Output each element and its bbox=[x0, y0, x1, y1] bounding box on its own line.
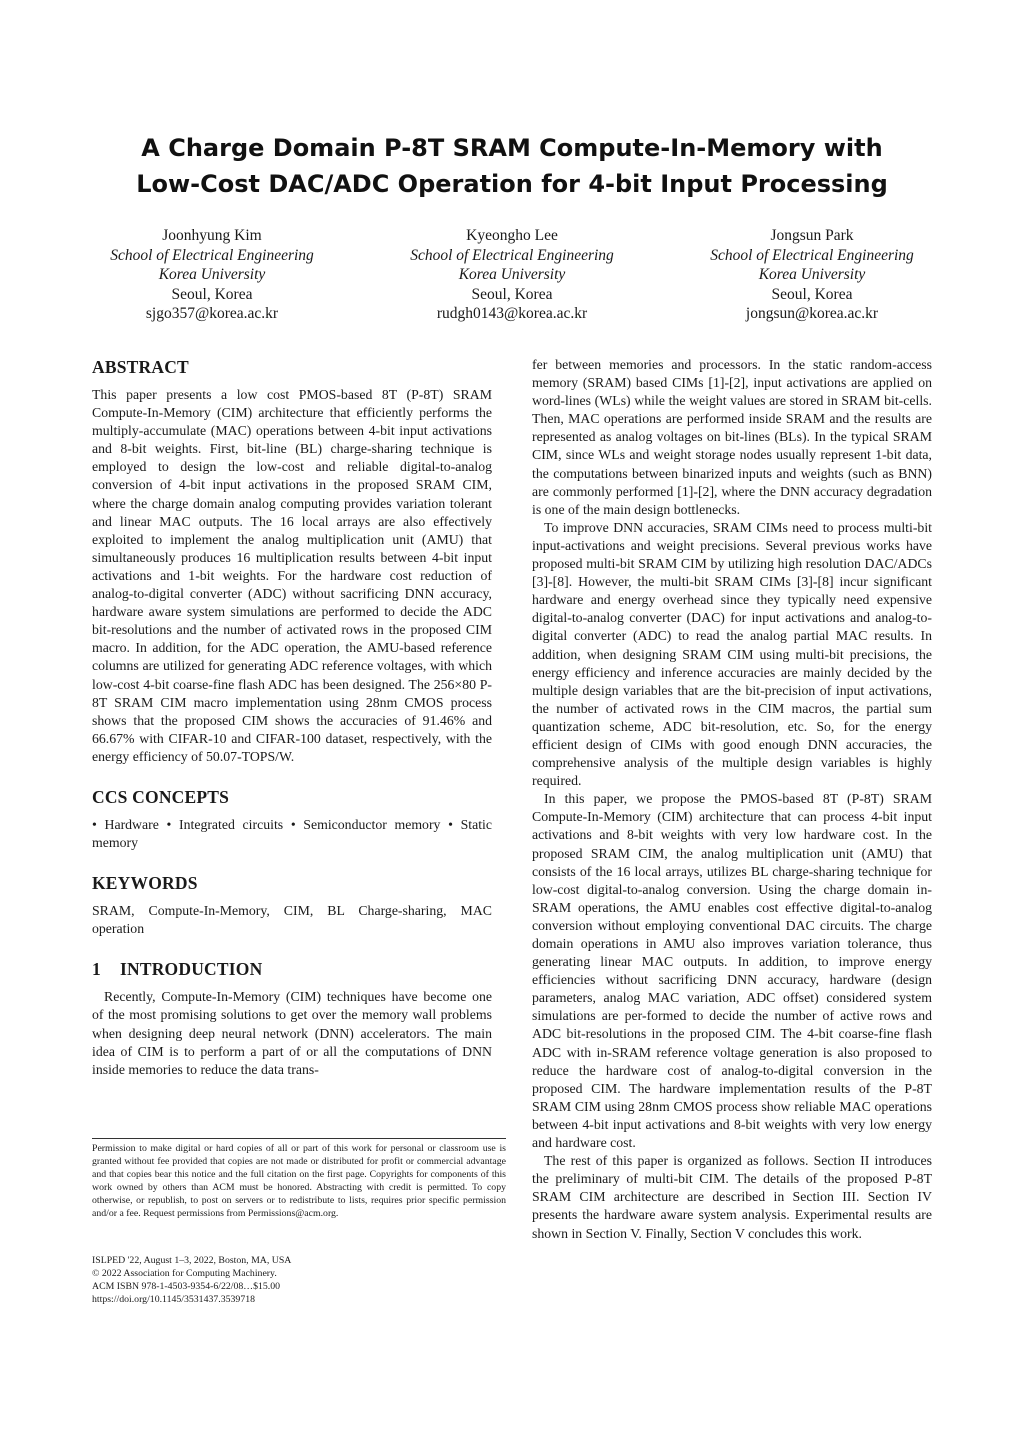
author-city: Seoul, Korea bbox=[771, 285, 853, 303]
author-univ: Korea University bbox=[458, 266, 566, 283]
abstract-text: This paper presents a low cost PMOS-based 8T (P-8T) SRAM Compute-In-Memory (CIM) architecture that efficiently performs the multiply-accumulate (MAC) operations between 4-bit input activations and 8-bit weights. First, bit-line (BL) charge-sharing technique is employed to design the low-cost and reliable digital-to-analog conversion of 4-bit input activations in the proposed SRAM CIM, where the charge domain analog computing provides variation tolerant and linear MAC outputs. The 16 local arrays are also effectively exploited to implement the analog multiplication unit (AMU) that simultaneously produces 16 multiplication results between 4-bit input activations and 1-bit weights. For the hardware cost reduction of analog-to-digital converter (ADC) without sacrificing DNN accuracy, hardware aware system simulations are performed to decide the ADC bit-resolutions and the number of activated rows in the proposed CIM macro. In addition, for the ADC operation, the AMU-based reference columns are utilized for generating ADC reference voltages, with which low-cost 4-bit coarse-fine flash ADC has been designed. The 256×80 P-8T SRAM CIM macro implementation using 28nm CMOS process shows that the proposed CIM shows the accuracies of 91.46% and 66.67% with CIFAR-10 and CIFAR-100 dataset, respectively, with the energy efficiency of 50.07-TOPS/W. bbox=[92, 387, 492, 764]
section-heading: CCS CONCEPTS bbox=[92, 786, 230, 807]
author-block bbox=[662, 226, 962, 324]
intro-paragraph bbox=[92, 988, 492, 1078]
author-dept: School of Electrical Engineering bbox=[110, 246, 314, 264]
conference-info: ISLPED '22, August 1–3, 2022, Boston, MA, USA bbox=[92, 1255, 292, 1266]
author-city: Seoul, Korea bbox=[171, 285, 253, 303]
intro-paragraph: To improve DNN accuracies, SRAM CIMs need to process multi-bit input-activations and weight precisions. Several previous works have proposed multi-bit SRAM CIM by utilizing high resolution DAC/ADCs [3]-[8]. However, the multi-bit SRAM CIMs [3]-[8] incur significant hardware and energy overhead since they typically need expensive digital-to-analog converter (DAC) for input activations and analog-to-digital converter (ADC) to read the analog partial MAC results. In addition, when designing SRAM CIM using multi-bit precisions, the energy efficiency and inference accuracies are mainly decided by the multiple design variables that are the bit-precision of input activations, the number of activated rows in the CIM macros, the partial sum quantization scheme, ADC bit-resolution, etc. So, for the energy efficient design of CIMs with good enough DNN accuracies, the comprehensive analysis of the multiple design variables is highly required. bbox=[532, 519, 932, 789]
author-dept: School of Electrical Engineering bbox=[710, 246, 914, 264]
author-email: sjgo357@korea.ac.kr bbox=[145, 305, 279, 322]
paper-title bbox=[80, 130, 944, 202]
section-number: 1 bbox=[92, 959, 101, 980]
keywords-text: SRAM, Compute-In-Memory, CIM, BL Charge-sharing, MAC operation bbox=[92, 903, 492, 937]
footnote-divider bbox=[92, 1138, 506, 1139]
section-heading: KEYWORDS bbox=[92, 873, 198, 894]
author-city: Seoul, Korea bbox=[471, 285, 553, 303]
isbn-info: ACM ISBN 978-1-4503-9354-6/22/08…$15.00 bbox=[92, 1281, 281, 1292]
doi-link[interactable]: https://doi.org/10.1145/3531437.3539718 bbox=[92, 1294, 256, 1305]
intro-paragraph-continued bbox=[532, 356, 932, 519]
author-univ: Korea University bbox=[758, 266, 866, 283]
author-name: Joonhyung Kim bbox=[162, 227, 262, 244]
copyright-info: © 2022 Association for Computing Machinery. bbox=[92, 1268, 277, 1279]
section-title: INTRODUCTION bbox=[120, 959, 263, 980]
author-email: jongsun@korea.ac.kr bbox=[745, 305, 879, 322]
publication-info bbox=[92, 1254, 506, 1306]
introduction-section bbox=[92, 958, 492, 1078]
author-name: Jongsun Park bbox=[770, 227, 854, 244]
ccs-section bbox=[92, 786, 492, 852]
keywords-section bbox=[92, 872, 492, 938]
title-line-2: Low-Cost DAC/ADC Operation for 4-bit Input Processing bbox=[136, 170, 888, 198]
author-email: rudgh0143@korea.ac.kr bbox=[436, 305, 588, 322]
author-block bbox=[62, 226, 362, 324]
left-column bbox=[92, 356, 492, 1099]
author-dept: School of Electrical Engineering bbox=[410, 246, 614, 264]
intro-paragraph-text: Recently, Compute-In-Memory (CIM) techniques have become one of the most promising solutions to get over the memory wall problems when designing deep neural network (DNN) accelerators. The main idea of CIM is to perform a part of or all the computations of DNN inside memories to reduce the data trans- bbox=[92, 989, 492, 1077]
ccs-text: • Hardware • Integrated circuits • Semiconductor memory • Static memory bbox=[92, 816, 492, 851]
right-column bbox=[532, 356, 932, 1243]
abstract-section bbox=[92, 356, 492, 766]
title-line-1: A Charge Domain P-8T SRAM Compute-In-Memory with bbox=[141, 134, 883, 162]
section-heading bbox=[92, 958, 492, 980]
author-univ: Korea University bbox=[158, 266, 266, 283]
intro-paragraph-text: fer between memories and processors. In the static random-access memory (SRAM) based CIMs [1]-[2], input activations are applied on word-lines (WLs) while the weight values are stored in SRAM bit-cells. Then, MAC operations are performed inside SRAM and the results are represented as analog voltages on bit-lines (BLs). In the typical SRAM CIM, since WLs and weight storage nodes usually represent 1-bit data, the computations between binarized inputs and weights (such as BNN) are commonly performed [1]-[2], where the DNN accuracy degradation is one of the main design bottlenecks. bbox=[532, 357, 932, 517]
section-heading: ABSTRACT bbox=[92, 357, 189, 377]
author-block bbox=[362, 226, 662, 324]
intro-paragraph: The rest of this paper is organized as follows. Section II introduces the preliminary of multi-bit CIM. The details of the proposed P-8T SRAM CIM architecture are described in Section III. Section IV presents the hardware aware system analysis. Experimental results are shown in Section V. Finally, Section V concludes this work. bbox=[532, 1153, 932, 1241]
intro-paragraph: In this paper, we propose the PMOS-based 8T (P-8T) SRAM Compute-In-Memory (CIM) architecture that can process 4-bit input activations and 8-bit weights with very low hardware cost. In the proposed SRAM CIM, the analog multiplication unit (AMU) that consists of the 16 local arrays, utilizes BL charge-sharing technique for low-cost digital-to-analog conversion. Using the charge domain in-SRAM operations, the AMU enables cost effective digital-to-analog conversion without employing conventional DAC circuits. The charge domain operations in AMU also improves variation tolerance, thus generating linear MAC outputs. In addition, to improve energy efficiencies without sacrificing DNN accuracy, hardware (design parameters, analog MAC variation, ADC offset) considered system simulations are per-formed to decide the number of active rows and ADC bit-resolutions in the proposed CIM. The 4-bit coarse-fine flash ADC with in-SRAM reference voltage generation is also proposed to reduce the hardware cost of analog-to-digital conversion in the proposed CIM. The hardware implementation results of the P-8T SRAM CIM using 28nm CMOS process show reliable MAC operations between 4-bit input activations and 8-bit weights with very low energy and hardware cost. bbox=[532, 791, 932, 1151]
permission-notice: Permission to make digital or hard copies of all or part of this work for personal or classroom use is granted without fee provided that copies are not made or distributed for profit or commercial advantage and that copies bear this notice and the full citation on the first page. Copyrights for components of this work owned by others than ACM must be honored. Abstracting with credit is permitted. To copy otherwise, or republish, to post on servers or to redistribute to lists, requires prior specific permission and/or a fee. Request permissions from Permissions@acm.org. bbox=[92, 1143, 506, 1219]
author-name: Kyeongho Lee bbox=[466, 227, 558, 244]
